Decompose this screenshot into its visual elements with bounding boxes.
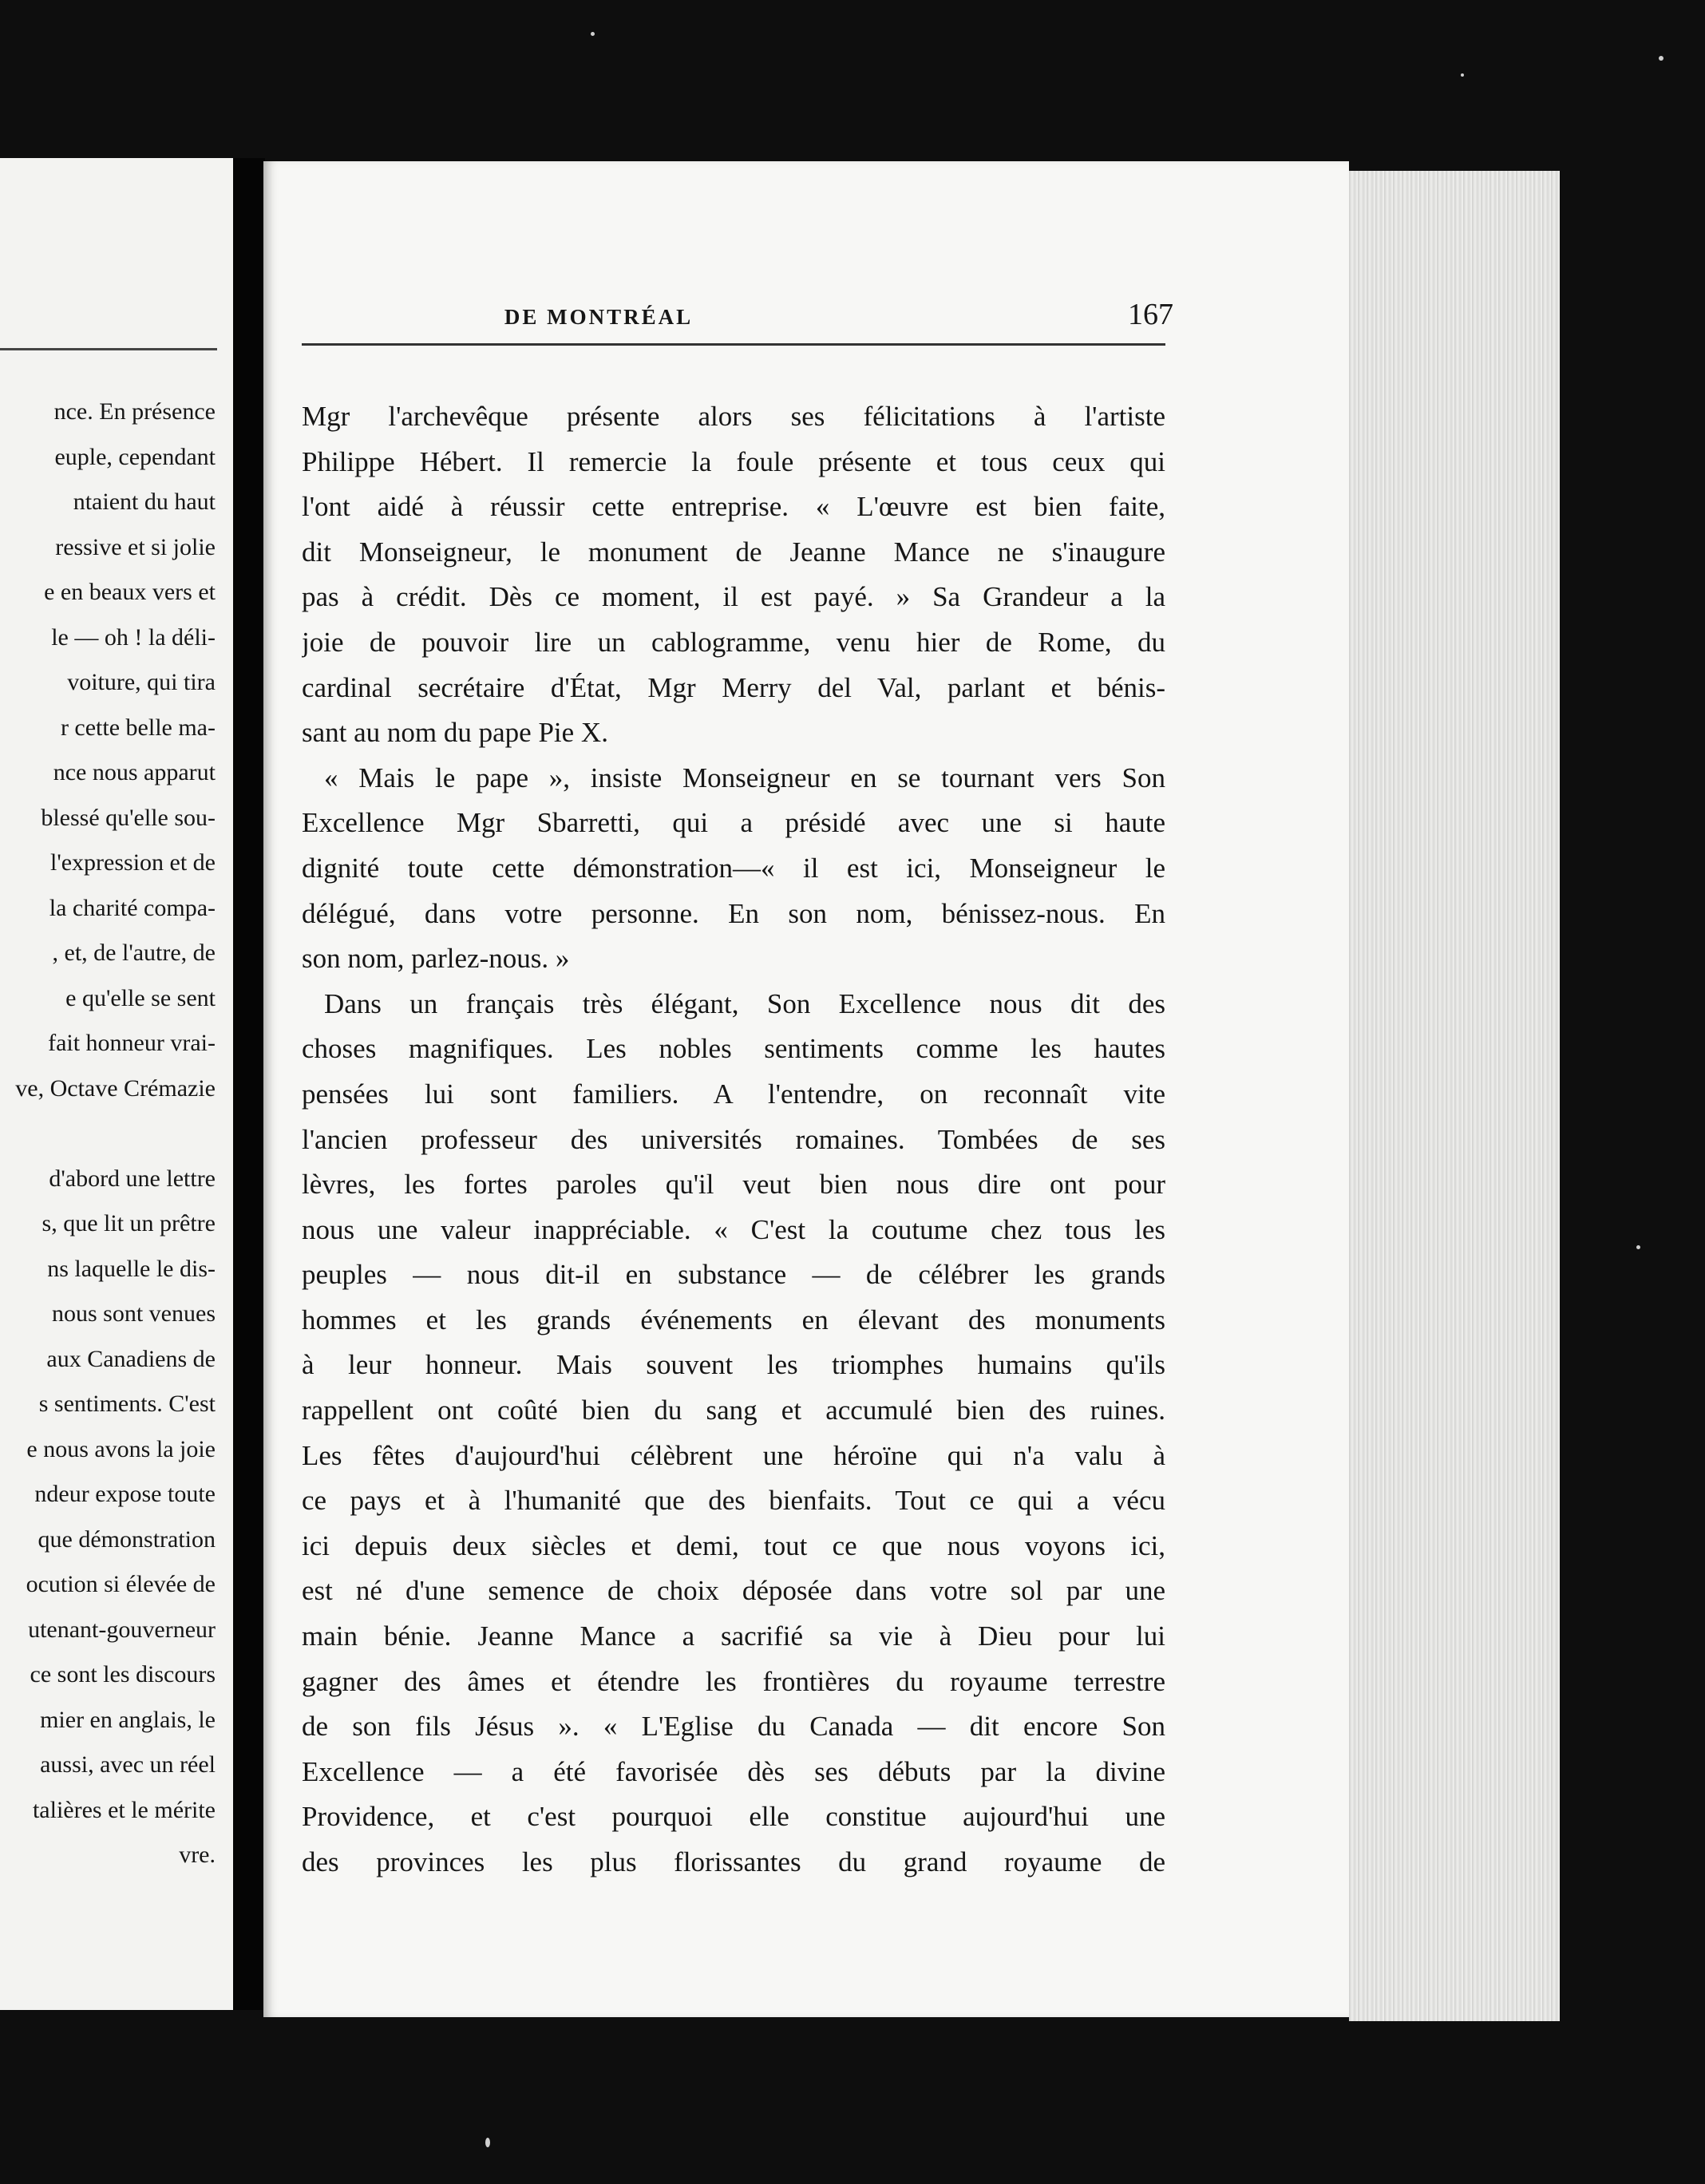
text-line: cardinal secrétaire d'État, Mgr Merry del Val, parlant et bénis- [302, 671, 1165, 703]
left-page-line: ntaient du haut [73, 489, 216, 515]
text-line: ici depuis deux siècles et demi, tout ce que nous voyons ici, [302, 1529, 1165, 1561]
text-line: nous une valeur inappréciable. « C'est la coutume chez tous les [302, 1213, 1165, 1245]
running-head: DE MONTRÉAL [504, 305, 694, 329]
text-line: rappellent ont coûté bien du sang et accumulé bien des ruines. [302, 1395, 1165, 1426]
left-page-line: ns laquelle le dis- [47, 1255, 216, 1282]
left-page-line: ocution si élevée de [26, 1571, 216, 1597]
text-line: l'ancien professeur des universités romaines. Tombées de ses [302, 1123, 1165, 1155]
text-line: Providence, et c'est pourquoi elle constitue aujourd'hui une [302, 1801, 1165, 1833]
text-line: hommes et les grands événements en élevant des monuments [302, 1304, 1165, 1335]
left-page [0, 158, 233, 2010]
left-page-line: s, que lit un prêtre [42, 1210, 216, 1236]
text-line: son nom, parlez-nous. » [302, 943, 570, 975]
left-page-line: ce sont les discours [30, 1661, 216, 1687]
text-line: choses magnifiques. Les nobles sentiments comme les hautes [302, 1033, 1165, 1065]
header-rule [302, 343, 1165, 346]
text-line: pensées lui sont familiers. A l'entendre, on reconnaît vite [302, 1078, 1165, 1110]
left-page-line: vre. [179, 1842, 216, 1868]
left-page-line: voiture, qui tira [67, 669, 216, 695]
left-page-line: mier en anglais, le [40, 1706, 216, 1733]
text-line: ce pays et à l'humanité que des bienfaits. Tout ce qui a vécu [302, 1485, 1165, 1517]
text-line: « Mais le pape », insiste Monseigneur en se tournant vers Son [324, 762, 1165, 793]
left-page-line: la charité compa- [49, 894, 216, 921]
left-page-line: , et, de l'autre, de [52, 940, 216, 966]
left-page-line: ve, Octave Crémazie [15, 1074, 216, 1102]
scan-speck [485, 2138, 490, 2147]
page-number: 167 [1128, 298, 1173, 331]
text-line: l'ont aidé à réussir cette entreprise. « L'œuvre est bien faite, [302, 491, 1165, 523]
text-line: pas à crédit. Dès ce moment, il est payé. » Sa Grandeur a la [302, 581, 1165, 613]
text-line: dit Monseigneur, le monument de Jeanne Mance ne s'inaugure [302, 536, 1165, 568]
page-edges [1349, 171, 1560, 2021]
text-line: à leur honneur. Mais souvent les triomphes humains qu'ils [302, 1349, 1165, 1381]
text-line: gagner des âmes et étendre les frontières du royaume terrestre [302, 1665, 1165, 1697]
text-line: Excellence — a été favorisée dès ses débuts par la divine [302, 1755, 1165, 1787]
text-line: main bénie. Jeanne Mance a sacrifié sa vie à Dieu pour lui [302, 1620, 1165, 1652]
text-line: délégué, dans votre personne. En son nom, bénissez-nous. En [302, 897, 1165, 929]
text-line: joie de pouvoir lire un cablogramme, venu hier de Rome, du [302, 626, 1165, 658]
left-page-line: ndeur expose toute [34, 1481, 216, 1507]
text-line: lèvres, les fortes paroles qu'il veut bien nous dire ont pour [302, 1169, 1165, 1201]
text-line: est né d'une semence de choix déposée dans votre sol par une [302, 1575, 1165, 1607]
left-page-line: e nous avons la joie [26, 1435, 216, 1462]
left-page-line: que démonstration [38, 1525, 216, 1553]
left-page-rule [0, 348, 217, 350]
left-page-line: d'abord une lettre [49, 1165, 216, 1192]
scan-speck [1461, 73, 1464, 77]
text-line: Excellence Mgr Sbarretti, qui a présidé avec une si haute [302, 807, 1165, 839]
left-page-line: nce nous apparut [53, 759, 216, 785]
left-page-line: euple, cependant [54, 443, 216, 470]
left-page-line: e qu'elle se sent [65, 984, 216, 1011]
scan-speck [591, 32, 595, 36]
book-gutter [233, 158, 265, 2010]
left-page-line: nce. En présence [53, 398, 216, 425]
body-text [302, 394, 1165, 1885]
text-line: Mgr l'archevêque présente alors ses félicitations à l'artiste [302, 401, 1165, 432]
text-line: sant au nom du pape Pie X. [302, 717, 608, 749]
text-line: Dans un français très élégant, Son Excellence nous dit des [324, 987, 1165, 1019]
left-page-line: aux Canadiens de [46, 1345, 216, 1372]
left-page-line: utenant-gouverneur [28, 1616, 216, 1643]
left-page-line: ressive et si jolie [55, 533, 216, 560]
text-line: dignité toute cette démonstration—« il est ici, Monseigneur le [302, 852, 1165, 884]
text-line: Philippe Hébert. Il remercie la foule présente et tous ceux qui [302, 445, 1165, 477]
left-page-line: aussi, avec un réel [40, 1751, 216, 1778]
left-page-line: le — oh ! la déli- [51, 623, 216, 651]
text-line: des provinces les plus florissantes du grand royaume de [302, 1846, 1165, 1877]
left-page-line: s sentiments. C'est [38, 1391, 216, 1417]
left-page-line: r cette belle ma- [60, 714, 216, 741]
scan-speck [1659, 56, 1663, 61]
left-page-line: e en beaux vers et [44, 579, 216, 605]
scan-speck [1636, 1245, 1640, 1249]
text-line: Les fêtes d'aujourd'hui célèbrent une héroïne qui n'a valu à [302, 1439, 1165, 1471]
left-page-line: l'expression et de [49, 849, 216, 876]
text-line: de son fils Jésus ». « L'Eglise du Canada — dit encore Son [302, 1711, 1165, 1743]
text-line: peuples — nous dit-il en substance — de célébrer les grands [302, 1259, 1165, 1291]
left-page-line: fait honneur vrai- [48, 1030, 216, 1056]
left-page-line: talières et le mérite [32, 1796, 216, 1823]
left-page-line: nous sont venues [52, 1300, 216, 1327]
left-page-line: blessé qu'elle sou- [41, 804, 216, 831]
